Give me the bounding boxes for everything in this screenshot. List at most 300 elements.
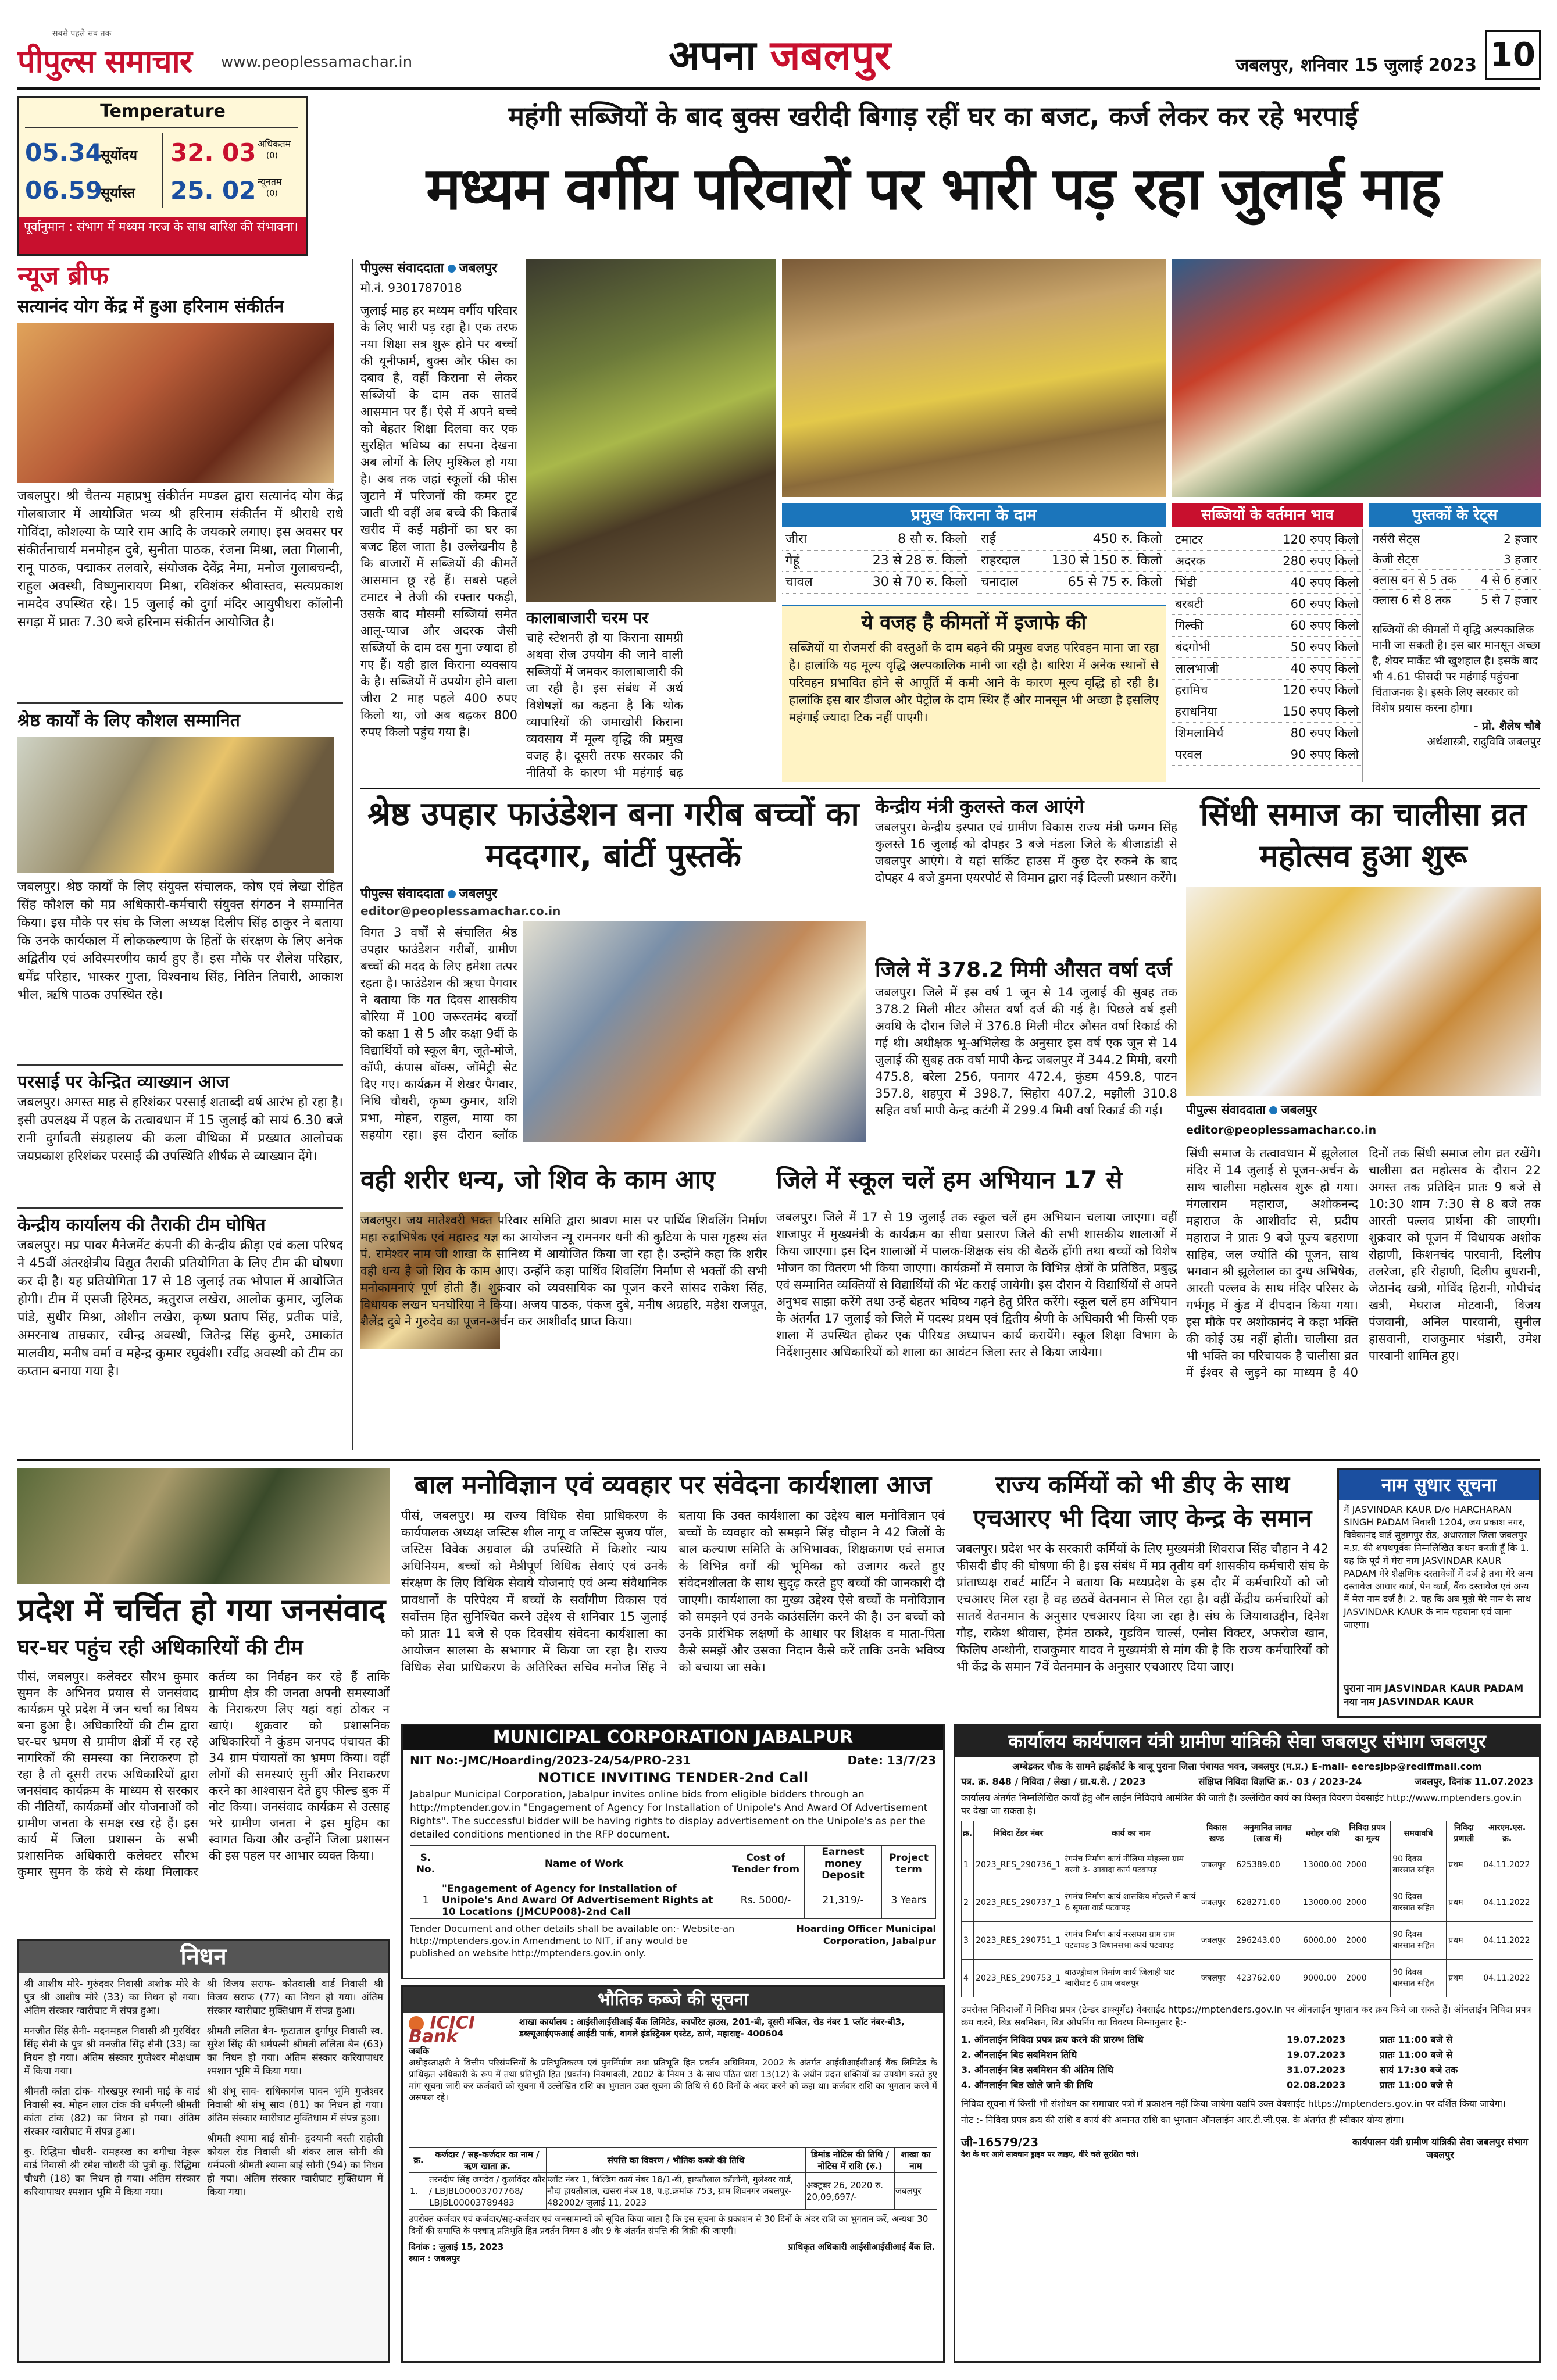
icici-table: [409, 2147, 937, 2210]
minister-headline: केन्द्रीय मंत्री कुलस्ते कल आएंगे: [875, 795, 1084, 817]
grocery-table: [782, 529, 1166, 599]
janasamvad-body: पीसं, जबलपुर। कलेक्टर सौरभ कुमार सुमन के अभिनव प्रयास से जनसंवाद कार्यक्रम पूरे प्रदेश में जन चर्चा का विषय बना हुआ है। अधिकारियों की टीम द्वारा घर-घर भ्रमण से ग्रामीण क्षेत्रों में रह रहे नागरिकों की समस्या का निराकरण हो रहा है तो दूसरी तरफ अधिकारियों द्वारा जनसंवाद कार्यक्रम के माध्यम से सरकार की नीतियों, कार्यक्रमों और योजनाओं को ग्रामीण जनता के समक्ष रख रहे हैं। इस कार्य में जिला प्रशासन के सभी प्रशासनिक अधिकारी कलेक्टर सौरभ कुमार सुमन के कंधे से कंधा मिलाकर कर्तव्य का निर्वहन कर रहे हैं ताकि ग्रामीण क्षेत्र की जनता अपनी समस्याओं के निराकरण लिए यहां वहां ठोकर न खाएं। शुक्रवार को प्रशासनिक अधिकारियों ने कुंडम जनपद पंचायत की 34 ग्राम पंचायतों का भ्रमण किया। वहीं लोगों की समस्याएं सुनीं और निराकरण करने का आश्वासन देते हुए फील्ड बुक में नोट किया। जनसंवाद कार्यक्रम से उत्साह भरे ग्रामीण जनता ने इस मुहिम का स्वागत किया और उन्होंने जिला प्रशासन की इस पहल पर आभार व्यक्त किया।: [17, 1670, 390, 1879]
price-value: 40 रुपए किलो: [1290, 576, 1359, 589]
schedule-row: [961, 2078, 1533, 2093]
table-cell: 2023_RES_290753_1: [974, 1960, 1063, 1997]
obituary-item: श्रीमती श्यामा बाई सोनी- हृदयानी बस्ती राहोली कोयल रोड निवासी श्री शंकर लाल सोनी की धर्मपत्नी श्रीमती श्यामा बाई सोनी (94) का निधन हो गया। अंतिम संस्कार ग्वारीघाट मुक्तिधाम में किया गया।: [207, 2133, 383, 2198]
obituary-item: श्रीमती ललिता बैन- फूटाताल दुर्गापुर निवासी स्व. सुरेश सिंह की धर्मपत्नी श्रीमती ललिता बैन (63) का निधन हो गया। अंतिम संस्कार करियापाथर श्मशान भूमि में किया गया।: [207, 2025, 383, 2077]
price-value: 50 रुपए किलो: [1290, 640, 1359, 654]
table-header: निविदा प्रणाली: [1447, 1821, 1481, 1846]
table-cell: 1: [410, 1882, 441, 1919]
price-value: 150 रुपए किलो: [1283, 705, 1359, 719]
table-cell: 90 दिवस बारसात सहित: [1391, 1846, 1447, 1884]
foundation-email[interactable]: editor@peoplessamachar.co.in: [360, 904, 561, 918]
school-story: [776, 1163, 1177, 1453]
table-cell: जबलपुर: [895, 2173, 937, 2210]
schedule-date: 31.07.2023: [1287, 2064, 1346, 2075]
grocery-shop-photo: [782, 259, 1166, 497]
byline-name: पीपुल्स संवाददाता: [1186, 1103, 1266, 1117]
price-row: [1172, 658, 1362, 680]
table-cell: 2000: [1344, 1960, 1390, 1997]
price-item: बंदगोभी: [1175, 640, 1210, 654]
foundation-byline: [360, 884, 866, 902]
price-row: [1369, 529, 1541, 549]
book-table-title: पुस्तकों के रेट्स: [1369, 503, 1541, 527]
price-item: चनादाल: [981, 575, 1019, 589]
price-item: क्लास 6 से 8 तक: [1373, 593, 1451, 607]
bullet-icon: [448, 890, 456, 898]
quote-text: सब्जियों की कीमतों में वृद्धि अल्पकालिक मानी जा सकती है। इस बार मानसून अच्छा है, शेयर मार्केट भी खुशहाल है। इसके बाद भी 4.61 फीसदी पर महंगाई पहुंचना चिंताजनक है। इसके लिए सरकार को विशेष प्रयास करना होगा।: [1372, 623, 1541, 714]
table-cell: 90 दिवस बारसात सहित: [1391, 1960, 1447, 1997]
lead-sub-heading: कालाबाजारी चरम पर: [526, 609, 649, 627]
byline-mobile: मो.नं. 9301787018: [360, 281, 462, 295]
table-header: कर्जदार / सह-कर्जदार का नाम / ऋण खाता क्र.: [428, 2148, 547, 2173]
byline-name: पीपुल्स संवाददाता: [360, 887, 444, 901]
table-cell: 90 दिवस बारसात सहित: [1391, 1884, 1447, 1922]
price-item: जीरा: [785, 532, 807, 546]
max-unit: (0): [266, 151, 278, 160]
table-cell: 2000: [1344, 1922, 1390, 1960]
table-cell: जबलपुर: [1199, 1922, 1234, 1960]
price-value: 4 से 6 हजार: [1481, 573, 1537, 587]
brief-item-title: केन्द्रीय कार्यालय की तैराकी टीम घोषित: [17, 1215, 266, 1235]
table-header: क्र.: [962, 1821, 974, 1846]
table-header: संपत्ति का विवरण / भौतिक कब्जे की तिथि: [547, 2148, 806, 2173]
schedule-label: 3. ऑनलाईन बिड सबमिशन की अंतिम तिथि: [961, 2064, 1113, 2075]
news-brief-column: [17, 259, 343, 1453]
weather-forecast: पूर्वानुमान : संभाग में मध्यम गरज के साथ बारिश की संभावना।: [19, 217, 306, 254]
price-value: 2 हजार: [1504, 532, 1537, 546]
obituary-item: श्री आशीष मोरे- गुरुंदवर निवासी अशोक मोरे के पुत्र श्री आशीष मोरे (33) का निधन हो गया। अंतिम संस्कार ग्वारीघाट में संपन्न हुआ।: [24, 1978, 200, 2017]
price-row: [1172, 529, 1362, 551]
table-cell: प्लॉट नंबर 1, बिल्डिंग कार्य नंबर 18/1-बी, हायतौलाल कॉलोनी, गुलेश्वर वार्ड, नौदा हायतौलाल, खसरा नंबर 18, प.ह.क्रमांक 753, ग्राम शिवनगर जबलपुर- 482002/ जुलाई 11, 2023: [547, 2173, 806, 2210]
section-pre: अपना: [669, 31, 756, 79]
name-change-title: नाम सुधार सूचना: [1339, 1470, 1539, 1500]
sindhi-email[interactable]: editor@peoplessamachar.co.in: [1186, 1124, 1377, 1137]
table-header: Cost of Tender from: [727, 1846, 805, 1882]
table-header: समयावधि: [1391, 1821, 1447, 1846]
masthead: [17, 23, 1541, 87]
rain-body: जबलपुर। जिले में इस वर्ष 1 जून से 14 जुलाई की सुबह तक 378.2 मिली मीटर औसत वर्षा दर्ज की गई है। पिछले वर्ष इसी अवधि के दौरान जिले में 376.8 मिली मीटर औसत वर्षा रिकार्ड की गई थी। अधीक्षक भू-अभिलेख के अनुसार इस वर्ष एक जून से 14 जुलाई की सुबह तक वर्षा मापी केन्द्र जबलपुर में 344.2 मिमी, बरगी 475.8, बरेला 256, पनागर 472.4, कुंडम 459.8, पाटन 357.8, शहपुरा में 398.7, सिहोरा 407.2, मझौली 310.8 सहित वर्षा मापी केन्द्र कटंगी में 299.4 मिमी वर्षा रिकार्ड की गई।: [875, 985, 1177, 1117]
rural-schedule: [961, 2032, 1533, 2093]
price-item: हराधनिया: [1175, 705, 1217, 719]
brief-item-title: परसाई पर केन्द्रित व्याख्यान आज: [17, 1072, 230, 1092]
price-value: 3 हजार: [1504, 552, 1537, 566]
sindhi-story: [1186, 794, 1541, 1453]
table-header: क्र.: [409, 2148, 428, 2173]
table-header: Project term: [882, 1846, 936, 1882]
price-row: [1369, 549, 1541, 570]
lead-sub-section: [526, 607, 683, 782]
price-item: केजी सेट्स: [1373, 552, 1419, 566]
icici-title: भौतिक कब्जे की सूचना: [403, 1987, 943, 2013]
lead-byline: [360, 259, 517, 295]
schedule-label: 1. ऑनलाईन निविदा प्रपत्र क्रय करने की प्रारम्भ तिथि: [961, 2034, 1144, 2045]
table-cell: 2023_RES_290737_1: [974, 1884, 1063, 1922]
table-cell: 90 दिवस बारसात सहित: [1391, 1922, 1447, 1960]
table-header: निविदा प्रपत्र का मूल्य: [1344, 1821, 1390, 1846]
table-cell: 3: [962, 1922, 974, 1960]
price-value: 450 रु. किलो: [1092, 532, 1162, 546]
sunrise-time: 05.34: [25, 138, 102, 167]
table-cell: 04.11.2022: [1481, 1884, 1533, 1922]
tender-title: NOTICE INVITING TENDER-2nd Call: [537, 1770, 809, 1786]
table-cell: बाउण्ड्रीवाल निर्माण कार्य जिलाही घाट ग्वारीघाट 6 ग्राम जबलपुर: [1063, 1960, 1199, 1997]
price-row: [1172, 551, 1362, 572]
table-cell: 628271.00: [1234, 1884, 1301, 1922]
price-row: [1172, 680, 1362, 701]
section-rule: [17, 1459, 1540, 1461]
table-cell: प्रथम: [1447, 1960, 1481, 1997]
max-label: अधिकतम: [258, 138, 291, 149]
table-cell: 1.: [409, 2173, 428, 2210]
byline-city: जबलपुर: [1281, 1103, 1317, 1117]
table-cell: 04.11.2022: [1481, 1922, 1533, 1960]
logo: पीपुल्स समाचार: [17, 42, 192, 80]
table-cell: 2023_RES_290736_1: [974, 1846, 1063, 1884]
table-cell: 1: [962, 1846, 974, 1884]
table-cell: तरनदीप सिंह जगदेव / कुलविंदर कौर / LBJBL00003707768/ LBJBL00003789483: [428, 2173, 547, 2210]
table-cell: 6000.00: [1301, 1922, 1344, 1960]
price-row: [977, 572, 1166, 594]
table-header: Earnest money Deposit: [805, 1846, 882, 1882]
obituary-left: [24, 1978, 200, 2206]
schedule-label: 2. ऑनलाईन बिड सबमिशन तिथि: [961, 2049, 1077, 2060]
price-value: 280 रुपए किलो: [1283, 554, 1359, 568]
bullet-icon: [448, 265, 456, 273]
price-item: हरामिच: [1175, 683, 1208, 697]
tender-nit: NIT No:-JMC/Hoarding/2023-24/54/PRO-231: [410, 1753, 691, 1767]
price-row: [1172, 723, 1362, 744]
bullet-icon: [1269, 1106, 1277, 1114]
price-value: 8 सौ रु. किलो: [898, 532, 967, 546]
min-temp: 25. 02: [170, 176, 256, 205]
table-header: Name of Work: [441, 1846, 727, 1882]
schedule-row: [961, 2063, 1533, 2078]
tender-date: Date: 13/7/23: [847, 1753, 936, 1767]
price-row: [1369, 570, 1541, 590]
min-label: न्यूनतम: [258, 176, 282, 187]
rural-ref: पत्र. क्र. 848 / निविदा / लेखा / ग्रा.य.से. / 2023: [961, 1776, 1146, 1787]
da-headline: राज्य कर्मियों को भी डीए के साथ एचआरए भी दिया जाए केन्द्र के समान: [973, 1470, 1312, 1532]
rain-headline: जिले में 378.2 मिमी औसत वर्षा दर्ज: [875, 958, 1172, 982]
rain-story: [875, 956, 1177, 1160]
price-row: [1172, 572, 1362, 594]
table-cell: रंगमंच निर्माण कार्य नरसघरा ग्राम ग्राम पटवापड़ 3 विधानसभा कार्य पटवापड़: [1063, 1922, 1199, 1960]
municipal-tender: [401, 1724, 945, 1979]
byline-name: पीपुल्स संवाददाता: [360, 261, 444, 276]
price-row: [1172, 615, 1362, 637]
schedule-time: प्रातः 11:00 बजे से: [1380, 2049, 1453, 2060]
sindhi-body: सिंधी समाज के तत्वावधान में झूलेलाल मंदिर में 14 जुलाई से पूजन-अर्चन के साथ चालीसा महोत्सव शुरू हो गया। मंगलाराम महाराज, अशोकनन्द महाराज के आशीर्वाद से, प्रदीप महाराज ने प्रातः 9 बजे पूज्य बहराणा साहिब, जल ज्योति की पूजन, साथ भगवान श्री झूलेलाल का दुग्ध अभिषेक, आरती पल्लव के साथ मंदिर परिसर के गर्भगृह में कुंड में दीपदान किया गया। इस मौके पर अशोकानंद ने कहा भक्ति की कोई उम्र नहीं होती। चालीसा व्रत भी भक्ति का परिचायक है चालीसा व्रत में ईश्वर से जुड़ने का माध्यम है 40 दिनों तक सिंधी समाज लोग व्रत रखेंगे। चालीसा व्रत महोत्सव के दौरान 22 अगस्त तक प्रतिदिन प्रातः 9 बजे से 10:30 शाम 7:30 से 8 बजे तक आरती पल्लव प्रार्थना की जाएगी। शुक्रवार को पूजन में विधायक अशोक रोहाणी, किशनचंद पारवानी, दिलीप तलरेजा, हरि रोहाणी, दिलीप बुधरानी, जेठानंद खत्री, गोविंद हिरानी, गोपीचंद खत्री, मेघराज मोटवानी, विजय पंजवानी, अनिल पारवानी, सुनील हासवानी, राजकुमार भंडारी, उमेश पारवानी शामिल हुए।: [1186, 1146, 1541, 1380]
reason-body: सब्जियों या रोजमर्रा की वस्तुओं के दाम बढ़ने की प्रमुख वजह परिवहन माना जा रहा है। हालांकि यह मूल्य वृद्धि अल्पकालिक मानी जा रही है। बारिश में अनेक स्थानों से परिवहन प्रभावित होने से आपूर्ति में कमी आने के कारण मूल्य वृद्धि हो रही है। हालांकि इस बार डीजल और पेट्रोल के दाम स्थिर हैं और मानसून भी अच्छा है इसलिए महंगाई ज्यादा टिक नहीं पाएगी।: [789, 641, 1159, 724]
tender-sign: Hoarding Officer Municipal Corporation, Jabalpur: [796, 1923, 936, 1946]
brief-item-body: जबलपुर। मप्र पावर मैनेजमेंट कंपनी की केन्द्रीय क्रीड़ा एवं कला परिषद ने 45वीं अंतरक्षेत्रीय विद्युत तैराकी प्रतियोगिता के लिए टीम की घोषणा कर दी है। यह प्रतियोगिता 17 से 18 जुलाई तक भोपाल में आयोजित होगी। टीम में एसजी हिरेमठ, ऋतुराज लखेरा, आलोक कुमार, जुलिक पांडे, सुधीर मिश्रा, ओशीन लखेरा, कृष्ण प्रताप सिंह, प्रतीक पांडे, अमरनाथ ताम्रकार, रवीन्द्र अवस्थी, जितेन्द्र सिंह कुमरे, उमाकांत मालवीय, मनीष वर्मा व महेन्द्र कुमार रघुवंशी। रवींद्र अवस्थी को टीम का कप्तान बनाया गया है।: [17, 1238, 343, 1379]
reason-box: [782, 605, 1166, 782]
table-cell: 2023_RES_290751_1: [974, 1922, 1063, 1960]
schedule-row: [961, 2032, 1533, 2047]
price-item: लालभाजी: [1175, 662, 1219, 676]
obituary-item: मनजीत सिंह सैनी- मदनमहल निवासी श्री गुरविंदर सिंह सैनी के पुत्र श्री मनजीत सिंह सैनी (33) का निधन हो गया। अंतिम संस्कार गुप्तेश्वर मोक्षधाम में किया गया।: [24, 2025, 200, 2077]
table-header: अनुमानित लागत (लाख में): [1234, 1821, 1301, 1846]
name-change-old: पुराना नाम JASVINDAR KAUR PADAM: [1344, 1683, 1524, 1695]
icici-sign: प्राधिकृत अधिकारी आईसीआईसीआई बैंक लि.: [788, 2242, 935, 2252]
price-value: 23 से 28 रु. किलो: [872, 553, 967, 568]
workshop-headline: बाल मनोविज्ञान एवं व्यवहार पर संवेदना कार्यशाला आज: [414, 1470, 932, 1500]
brief-item-title: श्रेष्ठ कार्यों के लिए कौशल सम्मानित: [17, 710, 240, 731]
rural-date: जबलपुर, दिनांक 11.07.2023: [1415, 1776, 1533, 1787]
janasamvad-photo: [17, 1468, 390, 1584]
obituary-item: श्री शंभू साव- राधिकागंज पावन भूमि गुप्तेश्वर निवासी श्री शंभू साव (81) का निधन हो गया। अंतिम संस्कार ग्वारीघाट मुक्तिधाम में संपन्न हुआ।: [207, 2086, 383, 2124]
icici-bank-name: ICICI Bank: [409, 2013, 475, 2047]
price-item: अदरक: [1175, 554, 1205, 568]
section-rule: [360, 788, 1540, 789]
brief-item-body: जबलपुर। श्रेष्ठ कार्यों के लिए संयुक्त संचालक, कोष एवं लेखा रोहित सिंह कौशल को मप्र अधिकारी-कर्मचारी संयुक्त संगठन ने सम्मानित किया। इस मौके पर संघ के जिला अध्यक्ष दिलीप सिंह ठाकुर ने बताया कि उनके कार्यकाल में लोककल्याण के हितों के संरक्षण के लिए अनेक अद्वितीय एवं अविस्मरणीय कार्य हुए हैं। इस मौके पर शैलेश परिहार, धर्मेंद्र परिहार, भास्कर गुप्ता, विश्वनाथ सिंह, नितिन तिवारी, आकाश भील, ऋषि पाठक उपस्थित रहे।: [17, 880, 343, 1002]
name-change-notice: [1337, 1468, 1541, 1718]
workshop-body: पीसं, जबलपुर। म्प्र राज्य विधिक सेवा प्राधिकरण के कार्यपालक अध्यक्ष जस्टिस शील नागू व जस्टिस सुजय पॉल, जस्टिस विवेक अग्रवाल की उपस्थिति में किशोर न्याय अधिनियम, बच्चों को मैत्रीपूर्ण विधिक सेवाएं एवं उनके संरक्षण के लिए विधिक सेवाये योजनाएं एवं अन्य संवैधानिक प्रावधानों के परिपेक्ष्य में बच्चों के सर्वांगीण विकास एवं सर्वोत्तम हित सुनिश्चित करने उद्देश्य से शनिवार 15 जुलाई को प्रातः 11 बजे से एक दिवसीय संवेदना कार्यशाला का आयोजन सालसा के सभागार में किया जा रहा है। राज्य विधिक सेवा प्राधिकरण के अतिरिक्त सचिव मनोज सिंह ने बताया कि उक्त कार्यशाला का उद्देश्य बाल मनोविज्ञान एवं बच्चों के व्यवहार को समझने सिंह चौहान ने 42 जिलों के बाल कल्याण समिति के अभिभावक, शिक्षकगण एवं समाज के विभिन्न वर्गों की भूमिका को उजागर करते हुए संवेदनशीलता के साथ सुदृढ़ करते हुए बच्चों की जानकारी दी जाएगी। कार्यशाला का मुख्य उद्देश्य ऐसे बच्चों के मनोविज्ञान को समझने एवं उनके काउंसलिंग करने की है। उन बच्चों को उनके प्रारंभिक लक्षणों के आधार पर शिक्षक व माता-पिता कैसे समझें और उसका निदान कैसे करें ताकि उनके भविष्य को बचाया जा सके।: [401, 1509, 945, 1674]
schedule-row: [961, 2047, 1533, 2063]
table-header: कार्य का नाम: [1063, 1821, 1199, 1846]
tender-footer: Tender Document and other details shall be available on:- Website-an http://mptenders.gov.in Amendment to NIT, if any would be published on website http://mptenders.gov.in only.: [410, 1923, 735, 1959]
icici-note: उपरोक्त कर्जदार एवं कर्जदार/सह-कर्जदार एवं जनसामान्यों को सूचित किया जाता है कि इस सूचना के प्रकाशन से 30 दिनों के अंदर राशि का भुगतान करें, अन्यथा 30 दिनों की समाप्ति के पश्चात् प्रतिभूति हित प्रवर्तन नियम 8 और 9 के अंतर्गत संपत्ति की बिक्री की जाएगी।: [409, 2214, 929, 2236]
masthead-rule: [17, 87, 1540, 90]
veg-table: [1172, 529, 1363, 782]
price-row: [782, 572, 970, 594]
table-cell: 296243.00: [1234, 1922, 1301, 1960]
price-value: 30 से 70 रु. किलो: [872, 575, 967, 589]
table-cell: 13000.00: [1301, 1846, 1344, 1884]
price-row: [1172, 744, 1362, 766]
price-value: 60 रुपए किलो: [1290, 597, 1359, 611]
section-title: [669, 29, 994, 81]
price-value: 130 से 150 रु. किलो: [1051, 553, 1162, 568]
price-row: [1172, 594, 1362, 615]
table-cell: 13000.00: [1301, 1884, 1344, 1922]
table-header: निविदा टेंडर नंबर: [974, 1821, 1063, 1846]
schedule-label: 4. ऑनलाईन बिड खोले जाने की तिथि: [961, 2079, 1093, 2090]
table-cell: Rs. 5000/-: [727, 1882, 805, 1919]
page-number: 10: [1485, 30, 1541, 80]
price-row: [977, 529, 1166, 551]
sindhi-byline: [1186, 1102, 1360, 1118]
price-row: [782, 529, 970, 551]
sunset-time: 06.59: [25, 176, 102, 205]
book-table: [1369, 529, 1541, 616]
rural-table: [961, 1821, 1533, 1997]
price-row: [1172, 701, 1362, 723]
brief-item-title: सत्यानंद योग केंद्र में हुआ हरिनाम संकीर्तन: [17, 296, 284, 317]
table-cell: "Engagement of Agency for Installation of Unipole's And Award Of Advertisement Rights at 10 Locations (JMCUP008)-2nd Call: [441, 1882, 727, 1919]
icici-notice: [401, 1985, 945, 2363]
table-cell: 2: [962, 1884, 974, 1922]
schedule-time: प्रातः 11:00 बजे से: [1380, 2034, 1453, 2045]
price-value: 120 रुपए किलो: [1283, 683, 1359, 697]
schedule-time: प्रातः 11:00 बजे से: [1380, 2079, 1453, 2090]
price-value: 65 से 75 रु. किलो: [1067, 575, 1162, 589]
da-body: जबलपुर। प्रदेश भर के सरकारी कर्मियों के लिए मुख्यमंत्री शिवराज सिंह चौहान ने 42 फीसदी डीए की घोषणा की है। इस संबंध में मप्र तृतीय वर्ग शासकीय कर्मचारी संघ के प्रांताध्यक्ष राबर्ट मार्टिन ने बताया कि मध्यप्रदेश के इस दौर में कर्मचारियों को जो एचआरए मिल रहा है वह छठवें वेतनमान से मिल रहा है। वहीं केंद्रीय कर्मचारियों को सातवें वेतनमान के अनुसार एचआरए दिया जा रहा है। संघ के जियावाउद्दीन, दिनेश गौड़, राकेश श्रीवास, हेमंत ठाकरे, गुडविन चार्ल्स, एनोस विक्टर, अफरोज खान, फिलिप अन्थोनी, राजकुमार यादव ने मुख्यमंत्री से मांग की है कि राज्य कर्मचारियों को भी केंद्र के समान 7वें वेतनमान के अनुसार एचआरए दिया जाए।: [956, 1542, 1329, 1674]
obituary-right: [207, 1978, 383, 2206]
tender-org: MUNICIPAL CORPORATION JABALPUR: [403, 1725, 943, 1750]
shiv-story: [360, 1163, 767, 1453]
price-value: 80 रुपए किलो: [1290, 726, 1359, 740]
price-row: [1369, 590, 1541, 610]
lead-sub-body: चाहे स्टेशनरी हो या किराना सामग्री अथवा रोज उपयोग की जाने वाली सब्जियों में जमकर कालाबाजारी की जा रही है। इस संबंध में अर्थ विशेषज्ञों का कहना है कि थोक व्यापारियों की जमाखोरी किराना व्यवसाय में मूल्य वृद्धि की प्रमुख वजह है। दूसरी तरफ सरकार की नीतियों के कारण भी महंगाई बढ़: [526, 631, 683, 780]
table-row: [962, 1884, 1533, 1922]
logo-block[interactable]: [17, 23, 209, 81]
school-headline: जिले में स्कूल चलें हम अभियान 17 से: [776, 1166, 1123, 1194]
foundation-headline: श्रेष्ठ उपहार फाउंडेशन बना गरीब बच्चों का मददगार, बांटीं पुस्तकें: [367, 795, 859, 875]
shiv-body: जबलपुर। जय मातेश्वरी भक्त परिवार समिति द्वारा श्रावण मास पर पार्थिव शिवलिंग निर्माण महा रुद्राभिषेक एवं महारुद्र यज्ञ का आयोजन न्यू रामनगर धनी की कुटिया के पास गृहस्थ संत पं. रामेश्वर नाम जी शाखा के सानिध्य में आयोजित किया जा रहा है। उन्होंने कहा कि शरीर वही धन्य है जो शिव के काम आए। उन्होंने कहा पार्थिव शिवलिंग निर्माण से भक्तों की सभी मनोकामनाएं पूर्ण होती हैं। शुक्रवार को व्यवसायिक का पूजन करने सांसद राकेश सिंह, विधायक लखन घनघोरिया ने किया। अजय पाठक, पंकज दुबे, मनीष अग्रहरि, महेश राजपूत, शैलेंद्र दुबे ने गुरुदेव का पूजन-अर्चन कर आशीर्वाद प्राप्त किया।: [360, 1213, 767, 1328]
obituary-item: कु. रिद्धिमा चौधरी- रामहरख का बगीचा नेहरू वार्ड निवासी श्री रमेश चौधरी की पुत्री कु. रिद्धिमा चौधरी (18) का निधन हो गया। अंतिम संस्कार करियापाथर श्मशान भूमि में किया गया।: [24, 2146, 200, 2198]
price-item: क्लास वन से 5 तक: [1373, 573, 1456, 587]
minister-story: [875, 794, 1177, 950]
award-photo: [17, 737, 334, 873]
quote-author: - प्रो. शैलेष चौबे: [1473, 720, 1541, 732]
table-row: [962, 1846, 1533, 1884]
schedule-date: 19.07.2023: [1287, 2034, 1346, 2045]
icici-body: अधोहस्ताक्षरी ने वित्तीय परिसंपत्तियों के प्रतिभूतिकरण एवं पुनर्निर्माण तथा प्रतिभूति हित प्रवर्तन अधिनियम, 2002 के अंतर्गत आईसीआईसीआई बैंक लिमिटेड के प्राधिकृत अधिकारी के रूप में तथा प्रतिभूति हित (प्रवर्तन) नियमावली, 2002 के नियम 3 के साथ पठित धारा 13(12) के अधीन प्रदत्त शक्तियों का उपयोग करते हुए मांग सूचना जारी कर कर्जदारों को सूचना में उल्लेखित राशि का भुगतान उक्त सूचना की तिथि से 60 दिनों के अंदर करने को कहा था। कर्जदार राशि का भुगतान करने में असफल रहे।: [409, 2057, 937, 2103]
rural-code-note: देश के घर आगे सावधान ड्राइव पर जाइए, धीरे चले सुरक्षित चले।: [961, 2150, 1139, 2159]
veg-table-title: सब्जियों के वर्तमान भाव: [1172, 503, 1363, 527]
rural-note: नोट :- निविदा प्रपत्र क्रय की राशि व कार्य की अमानत राशि का भुगतान ऑनलाईन आर.टी.जी.एस. के अंतर्गत ही स्वीकार योग्य होगा।: [961, 2114, 1404, 2125]
table-cell: जबलपुर: [1199, 1846, 1234, 1884]
janasamvad-story: [17, 1468, 390, 1933]
sankirtan-photo: [17, 323, 334, 483]
table-header: डिमांड नोटिस की तिथि / नोटिस में राशि (रु.): [806, 2148, 895, 2173]
table-cell: प्रथम: [1447, 1846, 1481, 1884]
rural-footer: निविदा सूचना में किसी भी संशोधन का समाचार पत्रों में प्रकाशन नहीं किया जायेगा यद्यपि उक्त वेबसाईट https://mptenders.gov.in पर दर्शित किया जायेगा।: [961, 2098, 1506, 2109]
table-cell: 3 Years: [882, 1882, 936, 1919]
rural-notice: संक्षिप्त निविदा विज्ञप्ति क्र.- 03 / 2023-24: [1198, 1776, 1362, 1787]
website-link[interactable]: www.peoplessamachar.in: [221, 53, 413, 71]
lead-kicker: महंगी सब्जियों के बाद बुक्स खरीदी बिगाड़ रहीं घर का बजट, कर्ज लेकर कर रहे भरपाई: [508, 101, 1358, 132]
table-row: [410, 1882, 936, 1919]
table-row: [409, 2173, 937, 2210]
price-item: परवल: [1175, 748, 1202, 762]
foundation-photo: [523, 921, 866, 1142]
price-row: [782, 551, 970, 572]
price-item: राहरदाल: [981, 553, 1020, 568]
news-brief-label: न्यूज ब्रीफ: [17, 261, 109, 291]
table-cell: 04.11.2022: [1481, 1960, 1533, 1997]
table-row: [962, 1960, 1533, 1997]
price-item: भिंडी: [1175, 576, 1197, 589]
schedule-date: 02.08.2023: [1287, 2079, 1346, 2090]
lead-headline: मध्यम वर्गीय परिवारों पर भारी पड़ रहा जुलाई माह: [426, 155, 1441, 223]
table-cell: 625389.00: [1234, 1846, 1301, 1884]
obituary-title: निधन: [19, 1941, 388, 1973]
price-item: नर्सरी सेट्स: [1373, 532, 1420, 546]
brief-item-body: जबलपुर। अगस्त माह से हरिशंकर परसाई शताब्दी वर्ष आरंभ हो रहा है। इसी उपलक्ष्य में पहल के तत्वावधान में 15 जुलाई को सायं 6.30 बजे रानी दुर्गावती संग्रहालय की कला वीथिका में प्रख्यात आलोचक जयप्रकाश हरिशंकर परसाई की उपस्थिति शीर्षक से व्याख्यान देंगे।: [17, 1095, 343, 1164]
table-cell: रंगमंच निर्माण कार्य नीलिमा मोहल्ला ग्राम बरगी 3- आबादा कार्य पटवापड़: [1063, 1846, 1199, 1884]
table-header: शाखा का नाम: [895, 2148, 937, 2173]
table-header: S. No.: [410, 1846, 441, 1882]
price-row: [977, 551, 1166, 572]
table-cell: 2000: [1344, 1846, 1390, 1884]
tender-intro: Jabalpur Municipal Corporation, Jabalpur invites online bids from eligible bidders through an http://mptender.gov.in "Engagement of Agency For Installation of Unipole's And Award Of Advertisement Rights". The successful bidder will be having rights to display advertisement on the Unipole's as per the detailed conditions mentioned in the RFP document.: [410, 1789, 928, 1841]
price-item: बरबटी: [1175, 597, 1204, 611]
lead-body: जुलाई माह हर मध्यम वर्गीय परिवार के लिए भारी पड़ रहा है। एक तरफ नया शिक्षा सत्र शुरू होने पर बच्चों की यूनीफार्म, बुक्स और फीस का दबाव है, वहीं किराना से लेकर सब्जियों के दाम तक सातवें आसमान पर हैं। ऐसे में अपने बच्चे को बेहतर शिक्षा दिलवा कर एक सुरक्षित भविष्य का सपना देखना अब लोगों के लिए मुश्किल हो गया है। अब तक जहां स्कूलों की फीस जुटाने में परिजनों की कमर टूट जाती थी वहीं अब बच्चे की किताबें खरीद में कई महीनों का घर का बजट हिल जाता है। उल्लेखनीय है कि बाजारों में सब्जियों की कीमतें आसमान छू रहे हैं। सबसे पहले टमाटर ने तेजी की रफ्तार पकड़ी, उसके बाद मौसमी सब्जियां समेत आलू-प्याज और अदरक जैसी सब्जियों के दाम दस गुना ज्यादा हो गए हैं। यही हाल किराना व्यवसाय के है। सब्जियों में उपयोग होने वाला जीरा 2 माह पहले 400 रुपए किलो था, जो अब बढ़कर 800 रुपए किलो पहुंच गया है।: [360, 303, 517, 739]
table-header: आरएम.एस. क्र.: [1481, 1821, 1533, 1846]
byline-city: जबलपुर: [459, 261, 497, 276]
vegetable-market-photo: [526, 259, 776, 602]
dateline: जबलपुर, शनिवार 15 जुलाई 2023: [1235, 55, 1477, 76]
price-item: गिल्की: [1175, 619, 1204, 632]
reason-title: ये वजह है कीमतों में इजाफे की: [861, 611, 1087, 634]
sunset-label: सूर्यास्त: [101, 185, 135, 201]
table-cell: जबलपुर: [1199, 1884, 1234, 1922]
price-item: टमाटर: [1175, 533, 1203, 546]
da-story: [956, 1468, 1329, 1718]
tender-table: [410, 1845, 936, 1919]
sindhi-photo: [1186, 887, 1541, 1096]
price-value: 60 रुपए किलो: [1290, 619, 1359, 632]
table-cell: 9000.00: [1301, 1960, 1344, 1997]
weather-title: Temperature: [100, 101, 226, 121]
schedule-time: सायं 17:30 बजे तक: [1380, 2064, 1458, 2075]
table-cell: जबलपुर: [1199, 1960, 1234, 1997]
table-cell: प्रथम: [1447, 1922, 1481, 1960]
rural-schedule-intro: उपरोक्त निविदाओं में निविदा प्रपत्र (टेन्डर डाक्यूमेंट) वेबसाईट https://mptenders.gov.in पर ऑनलाईन भुगतान कर क्रय किये जा सकते हैं। ऑनलाईन निविदा प्रपत्र क्रय करने, बिड सबमिशन, बिड ओपनिंग का विवरण निम्नानुसार है:-: [961, 2004, 1531, 2028]
grocery-table-title: प्रमुख किराना के दाम: [782, 503, 1166, 527]
table-row: [962, 1922, 1533, 1960]
name-change-body: मैं JASVINDAR KAUR D/o HARCHARAN SINGH PADAM निवासी 1204, जय प्रकाश नगर, विवेकानंद वार्ड सुहागपुर रोड, अधारताल जिला जबलपुर म.प्र. की शपथपूर्वक निम्नलिखित कथन करती हूँ कि 1. यह कि पूर्व में मेरा नाम JASVINDAR KAUR PADAM मेरे शैक्षणिक दस्तावेजों में दर्ज है तथा मेरे अन्य दस्तावेज आधार कार्ड, पेन कार्ड, बैंक दस्तावेज एवं अन्य में मेरा नाम दर्ज है। 2. यह कि अब मुझे मेरे नाम के साथ JASVINDAR KAUR के नाम पहचाना एवं जाना जाएगा।: [1344, 1504, 1533, 1630]
table-header: धरोहर राशि: [1301, 1821, 1344, 1846]
sunrise-label: सूर्योदय: [101, 147, 138, 163]
table-cell: 423762.00: [1234, 1960, 1301, 1997]
icici-logo: [409, 2013, 513, 2047]
quote-role: अर्थशास्त्री, रादुविवि जबलपुर: [1427, 735, 1541, 748]
shiv-headline: वही शरीर धन्य, जो शिव के काम आए: [360, 1165, 716, 1195]
icici-label: जबकि: [409, 2046, 430, 2056]
table-header: विकास खण्ड: [1199, 1821, 1234, 1846]
price-item: गेहूं: [785, 553, 800, 568]
lead-story: [360, 259, 1541, 782]
table-cell: अक्टूबर 26, 2020 रु. 20,09,697/-: [806, 2173, 895, 2210]
expert-quote: [1372, 622, 1541, 782]
price-item: राई: [981, 532, 996, 546]
rural-tender: [954, 1724, 1541, 2363]
rural-code: जी-16579/23: [961, 2135, 1039, 2149]
rural-address: अम्बेडकर चौक के सामने हाईकोर्ट के बाजू पुराना जिला पंचायत भवन, जबलपुर (म.प्र.) E-mail- eeresjbp@rediffmail.com: [1012, 1761, 1482, 1772]
rural-intro: कार्यालय अंतर्गत निम्नलिखित कार्यों हेतु ऑन लाईन निविदाये आमंत्रित की जाती हैं। उल्लेखित कार्य का विस्तृत विवरण वेबसाईट http://www.mptenders.gov.in पर देखा जा सकता है।: [961, 1792, 1522, 1816]
price-item: शिमलामिर्च: [1175, 726, 1224, 740]
obituary-item: श्री विजय सराफ- कोतवाली वार्ड निवासी श्री विजय सराफ (77) का निधन हो गया। अंतिम संस्कार ग्वारीघाट मुक्तिधाम में संपन्न हुआ।: [207, 1978, 383, 2017]
icici-date: दिनांक : जुलाई 15, 2023: [409, 2242, 504, 2252]
price-value: 40 रुपए किलो: [1290, 662, 1359, 676]
janasamvad-headline: प्रदेश में चर्चित हो गया जनसंवाद: [17, 1592, 386, 1628]
icici-place: स्थान : जबलपुर: [409, 2253, 460, 2264]
rural-title: कार्यालय कार्यपालन यंत्री ग्रामीण यांत्रिकी सेवा जबलपुर संभाग जबलपुर: [955, 1725, 1539, 1757]
workshop-story: [401, 1468, 945, 1718]
price-value: 120 रुपए किलो: [1283, 533, 1359, 546]
table-cell: 04.11.2022: [1481, 1846, 1533, 1884]
foundation-body: विगत 3 वर्षों से संचालित श्रेष्ठ उपहार फाउंडेशन गरीबों, ग्रामीण बच्चों की मदद के लिए हमेशा तत्पर रहता है। फाउंडेशन की ऋचा पैगवार ने बताया कि गत दिवस शासकीय बोरिया में 100 जरूरतमंद बच्चों को कक्षा 1 से 5 और कक्षा 9वीं के विद्यार्थियों को स्कूल बैग, जूते-मोजे, कॉपी, कंपास बॉक्स, जॉमेट्री सेट दिए गए। कार्यक्रम में शेखर पैगवार, निधि चौधरी, कृष्ण कुमार, शशि प्रभा, मोहन, राहुल, माया का सहयोग रहा। इस दौरान ब्लॉक: [360, 925, 517, 1142]
obituary-box: [17, 1939, 390, 2363]
school-body: जबलपुर। जिले में 17 से 19 जुलाई तक स्कूल चलें हम अभियान चलाया जाएगा। वहीं शाजापुर में मुख्यमंत्री के कार्यक्रम का सीधा प्रसारण जिले की सभी शासकीय शालाओं में किया जाएगा। इस दिन शालाओं में पालक-शिक्षक संघ की बैठकें होंगी तथा बच्चों को विशेष भोजन का वितरण भी किया जाएगा। कार्यक्रमों में समाज के विभिन्न क्षेत्रों के प्रतिष्ठित, प्रबुद्ध एवं सम्मानित व्यक्तियों से विद्यार्थियों की भेंट कराई जायेगी। इस दौरान ये विद्यार्थियों से अपने अनुभव साझा करेंगे तथा उन्हें बेहतर भविष्य गढ़ने हेतु प्रेरित करेंगे। स्कूल चलें हम अभियान के अंतर्गत 17 जुलाई को जिले में पदस्थ प्रथम एवं द्वितीय श्रेणी के अधिकारी भी किसी एक शाला में उपस्थित होकर एक पीरियड अध्यापन कार्य करायेंगे। स्कूल शिक्षा विभाग के निर्देशानुसार अधिकारियों को शाला का आवंटन जिला स्तर से किया जायेगा।: [776, 1210, 1177, 1359]
brief-item-body: जबलपुर। श्री चैतन्य महाप्रभु संकीर्तन मण्डल द्वारा सत्यानंद योग केंद्र गोलबाजार में आयोजित भव्य श्री हरिनाम संकीर्तन में श्रीराधे राधे गोविंदा, कोशल्या के प्यारे राम आदि के जयकारे लगाए। इस अवसर पर संकीर्तनाचार्य मनमोहन दुबे, सुनीता पाठक, रंजना मिश्रा, लता गिलानी, रानू पाठक, पद्माकर तलवारे, संयोजक देवेंद्र नेमा, मनोज गुलाबचन्दी, राहुल अवस्थी, विष्णुनारायण मिश्रा, रविशंकर श्रीवास्तव, सत्यप्रकाश नामदेव उपस्थित रहे। 15 जुलाई को दुर्गा मंदिर आयुषीधरा कॉलोनी सगड़ा में प्रातः 7.30 बजे हरिनाम संकीर्तन आयोजित है।: [17, 489, 343, 630]
price-row: [1172, 637, 1362, 658]
price-value: 5 से 7 हजार: [1481, 593, 1537, 607]
price-value: 90 रुपए किलो: [1290, 748, 1359, 762]
obituary-item: श्रीमती कांता टांक- गोरखपुर स्थानी माई के वार्ड निवासी स्व. मोहन लाल टांक की धर्मपत्नी श्रीमती कांता टांक (82) का निधन हो गया। अंतिम संस्कार ग्वारीघाट में संपन्न हुआ।: [24, 2086, 200, 2138]
name-change-new: नया नाम JASVINDAR KAUR: [1344, 1696, 1474, 1708]
table-cell: प्रथम: [1447, 1884, 1481, 1922]
table-cell: 4: [962, 1960, 974, 1997]
rural-sign: कार्यपालन यंत्री ग्रामीण यांत्रिकी सेवा जबलपुर संभाग जबलपुर: [1352, 2136, 1529, 2160]
table-cell: रंगमंच निर्माण कार्य शासकिय मोहल्ले में कार्य 6 सूपता वार्ड पटवापड़: [1063, 1884, 1199, 1922]
janasamvad-subhead: घर-घर पहुंच रही अधिकारियों की टीम: [17, 1636, 303, 1660]
